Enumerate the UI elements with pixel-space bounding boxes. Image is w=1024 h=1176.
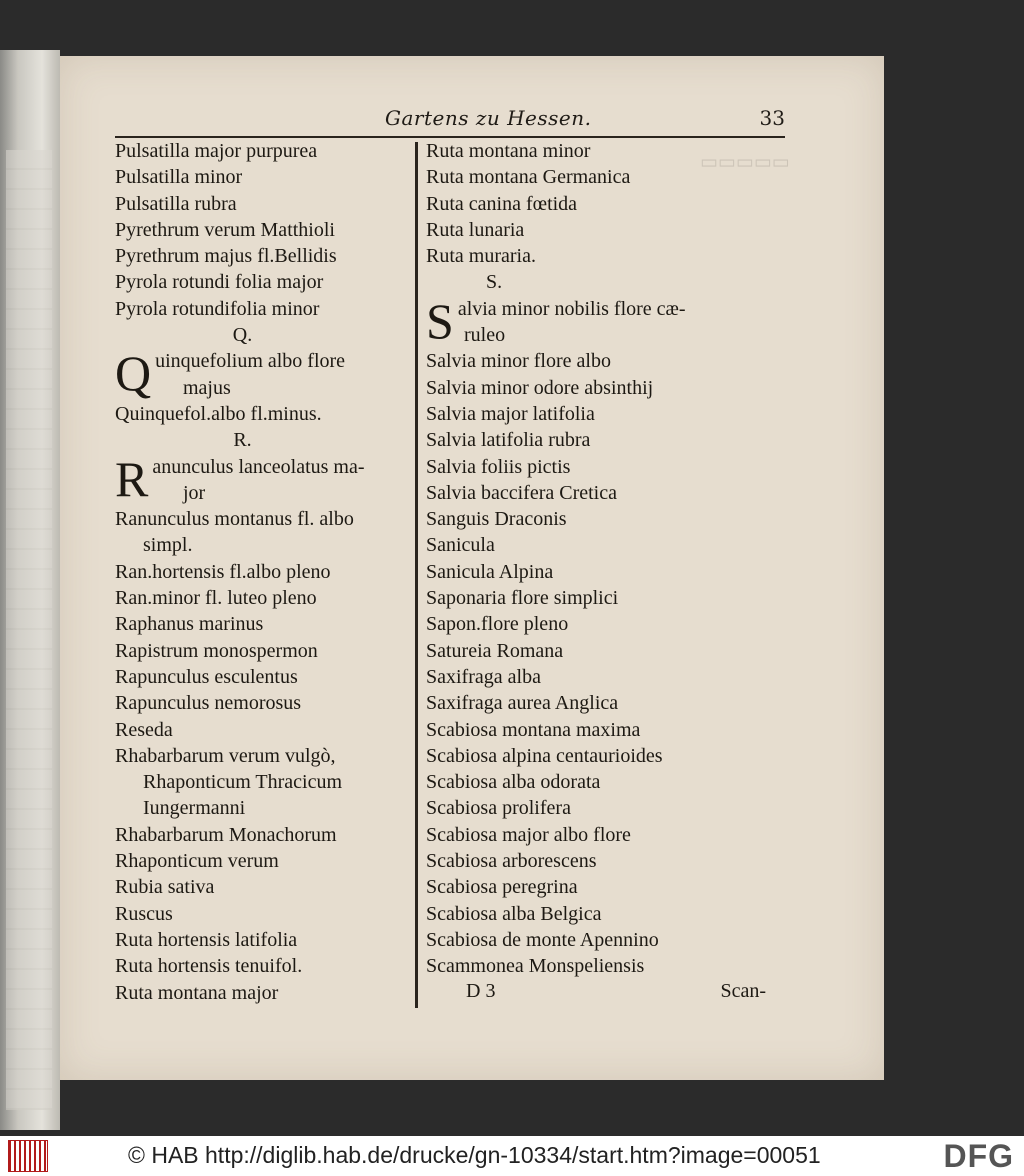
entry-text: uinquefolium albo flore [155,350,346,373]
r-entry-list [115,506,410,1006]
book-page [60,56,884,1080]
s-entry-list [426,348,756,979]
drop-cap-s: S [426,292,454,349]
entry-text: majus [183,376,231,399]
entry-line: Iungermanni [143,797,246,820]
signature-mark: D 3 [466,980,496,1002]
entry-line: Pyrethrum verum Matthioli [115,218,335,241]
entry-line: Scabiosa arborescens [426,850,597,873]
section-letter-r: R. [233,429,252,452]
entry-line: Salvia minor flore albo [426,350,611,373]
page-footer [426,980,766,1010]
q-entry-list [115,401,410,427]
entry-line: Salvia minor odore absinthij [426,376,654,399]
entry-line: Pyrethrum majus fl.Bellidis [115,245,337,268]
entry-line: Salvia major latifolia [426,402,595,425]
running-head: Gartens zu Hessen. [385,106,592,130]
entry-line: Ran.minor fl. luteo pleno [115,587,317,610]
left-column [115,138,410,1006]
drop-cap-r: R [115,450,149,507]
entry-line: Salvia baccifera Cretica [426,481,617,504]
entry-line: Ruta montana Germanica [426,166,631,189]
entry-line: Rhaponticum Thracicum [143,771,343,794]
entry-text: jor [183,481,206,504]
entry-line: Ruta canina fœtida [426,192,578,215]
entry-line: simpl. [143,534,193,557]
column-divider [415,142,418,1008]
viewer-footer [0,1136,1024,1176]
entry-line: Rapistrum monospermon [115,639,318,662]
entry-line: Pyrola rotundifolia minor [115,297,320,320]
entry-line: Sanguis Draconis [426,508,567,531]
adjacent-page-edge [0,50,60,1130]
entry-line: Saponaria flore simplici [426,587,619,610]
entry-line: Reseda [115,718,173,741]
entry-line: Scabiosa alba odorata [426,771,601,794]
page-edge-texture [6,150,52,1110]
entry-line: Saxifraga alba [426,665,541,688]
entry-line: Satureia Romana [426,639,564,662]
entry-line: Salvia latifolia rubra [426,429,591,452]
drop-cap-entry-s [426,292,756,349]
entry-line: Scabiosa prolifera [426,797,571,820]
page-number: 33 [759,106,785,130]
entry-line: Pulsatilla rubra [115,192,237,215]
entry-line: Scammonea Monspeliensis [426,955,645,978]
right-entry-list [426,138,756,269]
entry-line: Rapunculus esculentus [115,665,298,688]
entry-line: Scabiosa montana maxima [426,718,641,741]
entry-line: Sanicula [426,534,495,557]
entry-line: Rubia sativa [115,876,215,899]
entry-line: Salvia foliis pictis [426,455,571,478]
show-through-texture: ▭▭▭▭▭ [700,152,790,173]
entry-line: Scabiosa de monte Apennino [426,928,659,951]
entry-line: Ruta hortensis tenuifol. [115,955,303,978]
entry-line: Scabiosa major albo flore [426,823,631,846]
entry-text: alvia minor nobilis flore cæ- [457,297,686,320]
entry-line: Ruta montana minor [426,140,591,162]
entry-line: Ruta muraria. [426,245,536,268]
catchword: Scan- [720,980,766,1002]
section-letter-q: Q. [232,324,253,347]
left-entry-list [115,138,410,322]
right-column [426,138,756,980]
page-header [115,106,795,136]
entry-line: Rapunculus nemorosus [115,692,302,715]
entry-line: Pulsatilla major purpurea [115,140,318,162]
entry-line: Saxifraga aurea Anglica [426,692,619,715]
entry-line: Scabiosa alpina centaurioides [426,744,663,767]
entry-line: Ranunculus montanus fl. albo [115,508,354,531]
entry-line: Ran.hortensis fl.albo pleno [115,560,331,583]
entry-line: Rhabarbarum verum vulgò, [115,744,336,767]
library-logo-icon [8,1140,48,1172]
entry-line: Ruta lunaria [426,218,525,241]
entry-text: anunculus lanceolatus ma- [152,455,365,478]
entry-line: Ruta montana major [115,981,279,1004]
section-letter-s: S. [486,271,503,294]
drop-cap-entry-r [115,450,410,507]
entry-line: Sanicula Alpina [426,560,554,583]
entry-line: Pulsatilla minor [115,166,243,189]
drop-cap-entry-q [115,345,410,402]
entry-line: Pyrola rotundi folia major [115,271,324,294]
entry-text: ruleo [464,324,506,347]
entry-line: Ruscus [115,902,173,925]
entry-line: Sapon.flore pleno [426,613,569,636]
entry-line: Scabiosa peregrina [426,876,578,899]
entry-line: Raphanus marinus [115,613,264,636]
entry-line: Ruta hortensis latifolia [115,928,298,951]
entry-line: Rhaponticum verum [115,850,279,873]
copyright-url[interactable]: © HAB http://diglib.hab.de/drucke/gn-10334/start.htm?image=00051 [128,1142,821,1168]
dfg-logo: DFG [943,1138,1014,1174]
entry-line: Rhabarbarum Monachorum [115,823,337,846]
drop-cap-q: Q [115,345,152,402]
entry-line: Quinquefol.albo fl.minus. [115,402,322,425]
entry-line: Scabiosa alba Belgica [426,902,602,925]
